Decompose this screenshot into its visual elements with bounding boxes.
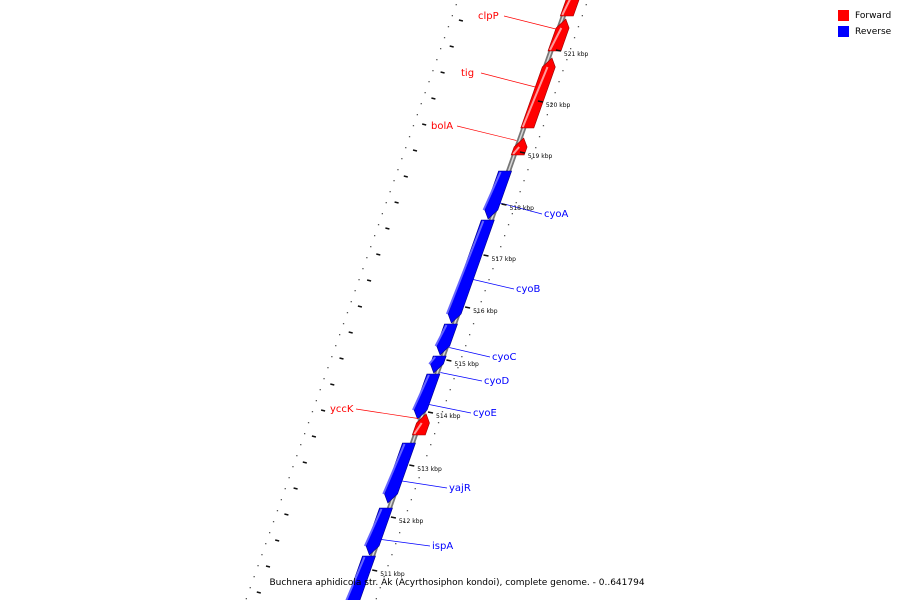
minor-tick <box>395 202 399 203</box>
dotted-scale-line-right <box>376 4 587 599</box>
minor-tick <box>303 462 307 463</box>
major-tick <box>446 360 451 361</box>
minor-tick <box>266 566 270 567</box>
major-tick <box>484 255 489 256</box>
gene-features <box>342 0 583 600</box>
major-tick <box>465 307 470 308</box>
scale-dot <box>347 312 348 313</box>
scale-dot <box>374 235 375 236</box>
scale-dot <box>331 356 332 357</box>
scale-dot <box>469 334 470 335</box>
scale-dot <box>376 598 377 599</box>
scale-dot <box>428 81 429 82</box>
minor-tick <box>340 358 344 359</box>
leader-line-cyoE <box>429 405 471 414</box>
major-tick <box>502 204 507 205</box>
tick-label: 513 kbp <box>417 466 442 473</box>
scale-dot <box>395 543 396 544</box>
scale-dot <box>393 180 394 181</box>
kbp-scale <box>372 50 588 578</box>
minor-tick <box>257 592 261 593</box>
scale-dot <box>415 488 416 489</box>
major-tick <box>391 517 396 518</box>
scale-dot <box>265 543 266 544</box>
minor-tick <box>294 488 298 489</box>
tick-label: 512 kbp <box>398 518 424 525</box>
scale-dot <box>269 532 270 533</box>
scale-dot <box>387 565 388 566</box>
minor-tick-marks <box>257 20 463 593</box>
gene-label-cyoD: cyoD <box>484 376 510 387</box>
tick-label: 514 kbp <box>436 413 461 420</box>
major-tick <box>556 50 561 51</box>
minor-tick <box>367 280 371 281</box>
legend <box>838 8 891 40</box>
scale-dot <box>335 345 336 346</box>
scale-dot <box>516 202 517 203</box>
scale-dot <box>289 477 290 478</box>
scale-dot <box>407 510 408 511</box>
scale-dot <box>339 334 340 335</box>
leader-line-clpP <box>504 16 556 29</box>
minor-tick <box>431 98 435 99</box>
tick-label: 515 kbp <box>454 361 479 368</box>
scale-dot <box>558 81 559 82</box>
scale-dot <box>453 378 454 379</box>
gene-label-clpP: clpP <box>478 11 499 22</box>
scale-dot <box>582 15 583 16</box>
leader-line-cyoB <box>473 280 514 290</box>
minor-tick <box>284 514 288 515</box>
scale-dot <box>323 378 324 379</box>
dotted-scale-line-left <box>246 4 457 599</box>
scale-dot <box>399 532 400 533</box>
scale-dot <box>401 158 402 159</box>
scale-dot <box>539 136 540 137</box>
scale-dot <box>492 268 493 269</box>
scale-dot <box>281 499 282 500</box>
scale-dot <box>566 59 567 60</box>
scale-dot <box>382 213 383 214</box>
scale-dot <box>261 554 262 555</box>
scale-dot <box>296 455 297 456</box>
scale-dot <box>390 191 391 192</box>
scale-dot <box>378 224 379 225</box>
gene-label-ispA: ispA <box>432 541 454 552</box>
scale-dot <box>473 323 474 324</box>
scale-dot <box>446 400 447 401</box>
scale-dot <box>452 15 453 16</box>
scale-dot <box>277 510 278 511</box>
scale-dot <box>456 4 457 5</box>
major-tick <box>538 101 543 102</box>
scale-dot <box>386 202 387 203</box>
minor-tick <box>376 254 380 255</box>
scale-dot <box>432 70 433 71</box>
scale-dot <box>523 180 524 181</box>
minor-tick <box>330 384 334 385</box>
scale-dot <box>304 433 305 434</box>
scale-dot <box>543 125 544 126</box>
scale-dot <box>425 92 426 93</box>
scale-dot <box>300 444 301 445</box>
tick-label: 516 kbp <box>473 308 498 315</box>
scale-dot <box>426 455 427 456</box>
tick-label: 521 kbp <box>563 51 589 58</box>
scale-dot <box>512 213 513 214</box>
scale-dot <box>520 191 521 192</box>
gene-label-cyoB: cyoB <box>516 284 541 295</box>
scale-dot <box>574 37 575 38</box>
gene-yajR-arrow <box>385 443 416 503</box>
tick-label: 519 kbp <box>527 153 553 160</box>
gene-label-bolA: bolA <box>431 121 454 132</box>
gene-label-cyoE: cyoE <box>473 408 497 419</box>
tick-label: 511 kbp <box>380 571 405 578</box>
scale-dot <box>409 136 410 137</box>
scale-dot <box>465 345 466 346</box>
minor-tick <box>404 176 408 177</box>
scale-dot <box>555 92 556 93</box>
scale-dot <box>343 323 344 324</box>
scale-dot <box>504 235 505 236</box>
leader-line-yccK <box>356 409 418 419</box>
minor-tick <box>358 306 362 307</box>
scale-dot <box>527 169 528 170</box>
scale-dot <box>508 224 509 225</box>
scale-dot <box>436 59 437 60</box>
scale-dot <box>500 246 501 247</box>
scale-dot <box>485 290 486 291</box>
scale-dot <box>316 400 317 401</box>
scale-dot <box>419 477 420 478</box>
scale-dot <box>461 356 462 357</box>
leader-line-bolA <box>457 126 516 141</box>
scale-dot <box>535 147 536 148</box>
legend-label-forward: Forward <box>855 10 892 21</box>
scale-dot <box>292 466 293 467</box>
leader-line-cyoC <box>449 348 490 358</box>
major-tick <box>372 570 377 571</box>
tick-label: 518 kbp <box>509 205 534 212</box>
major-tick <box>520 152 525 153</box>
minor-tick <box>321 410 325 411</box>
scale-dot <box>355 290 356 291</box>
scale-dot <box>285 488 286 489</box>
scale-dot <box>312 411 313 412</box>
tick-label: 520 kbp <box>545 102 571 109</box>
scale-dot <box>430 444 431 445</box>
gene-label-cyoC: cyoC <box>492 352 517 363</box>
scale-dot <box>358 279 359 280</box>
scale-dot <box>257 565 258 566</box>
scale-dot <box>411 499 412 500</box>
scale-dot <box>327 367 328 368</box>
tick-label: 517 kbp <box>491 256 516 263</box>
gene-label-cyoA: cyoA <box>544 209 569 220</box>
minor-tick <box>413 150 417 151</box>
minor-tick <box>459 20 463 21</box>
scale-dot <box>246 598 247 599</box>
scale-dot <box>273 521 274 522</box>
scale-dot <box>547 114 548 115</box>
gene-labels <box>330 11 569 552</box>
minor-tick <box>441 72 445 73</box>
scale-dot <box>444 37 445 38</box>
scale-dot <box>421 103 422 104</box>
minor-tick <box>385 228 389 229</box>
gene-label-yccK: yccK <box>330 404 354 415</box>
scale-dot <box>320 389 321 390</box>
scale-dot <box>391 554 392 555</box>
scale-dot <box>434 433 435 434</box>
scale-dot <box>562 70 563 71</box>
scale-dot <box>488 279 489 280</box>
scale-dot <box>370 246 371 247</box>
major-tick <box>428 412 433 413</box>
scale-dot <box>440 48 441 49</box>
leader-line-yajR <box>402 481 447 488</box>
gene-label-tig: tig <box>461 68 475 79</box>
forward-swatch <box>838 10 849 21</box>
scale-dot <box>362 268 363 269</box>
minor-tick <box>312 436 316 437</box>
scale-dot <box>448 26 449 27</box>
minor-tick <box>422 124 426 125</box>
leader-line-tig <box>481 73 535 87</box>
genome-caption: Buchnera aphidicola str. Ak (Acyrthosiphon kondoi), complete genome. - 0..641794 <box>269 578 645 588</box>
scale-dot <box>438 422 439 423</box>
legend-label-reverse: Reverse <box>855 26 892 37</box>
gene-label-leaders <box>356 16 556 546</box>
minor-tick <box>450 46 454 47</box>
legend-item-reverse <box>838 24 891 39</box>
scale-dot <box>450 389 451 390</box>
scale-dot <box>366 257 367 258</box>
scale-dot <box>417 114 418 115</box>
scale-dot <box>308 422 309 423</box>
legend-item-forward <box>838 8 891 23</box>
scale-dot <box>578 26 579 27</box>
scale-dot <box>351 301 352 302</box>
major-tick <box>409 465 414 466</box>
minor-tick <box>349 332 353 333</box>
scale-dot <box>570 48 571 49</box>
scale-dot <box>586 4 587 5</box>
leader-line-ispA <box>381 540 430 547</box>
scale-dot <box>397 169 398 170</box>
gene-label-yajR: yajR <box>449 483 471 494</box>
scale-dot <box>413 125 414 126</box>
leader-line-cyoD <box>440 373 482 382</box>
scale-dot <box>405 147 406 148</box>
scale-dot <box>481 301 482 302</box>
reverse-swatch <box>838 26 849 37</box>
minor-tick <box>275 540 279 541</box>
